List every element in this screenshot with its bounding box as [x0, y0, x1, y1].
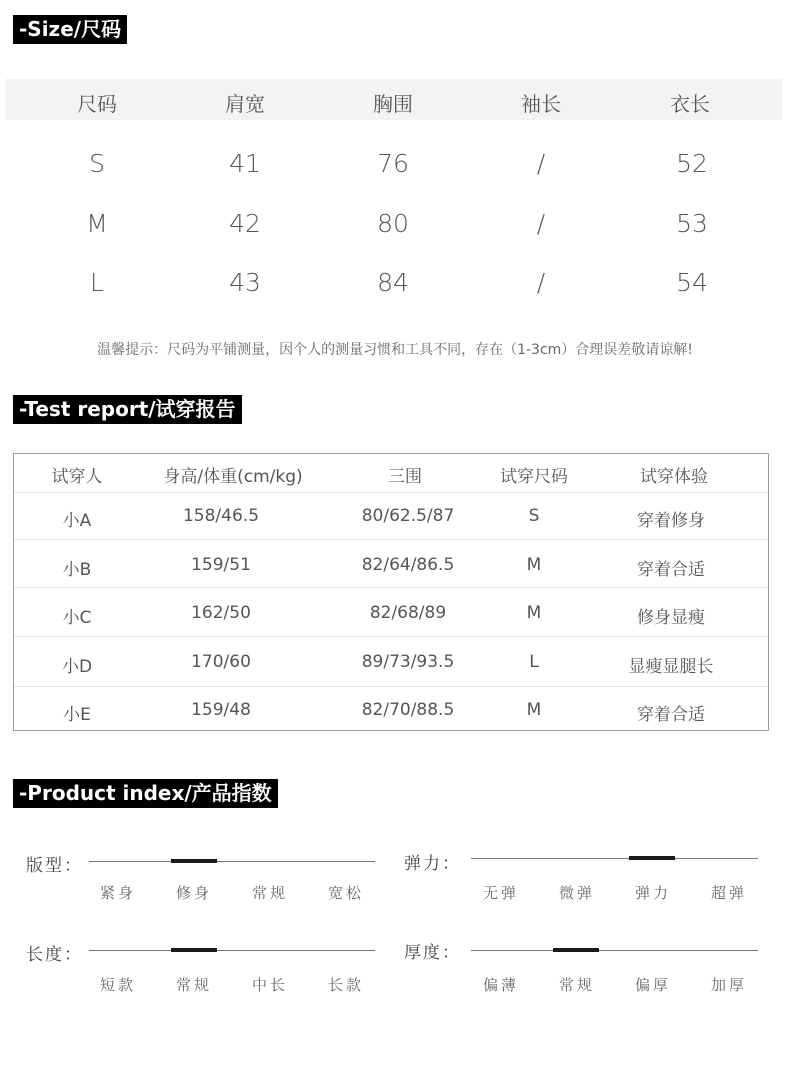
size-note: 温馨提示：尺码为平铺测量，因个人的测量习惯和工具不同，存在（1-3cm）合理误差敬请谅解!	[97, 342, 693, 358]
length-option: 短款	[99, 976, 137, 994]
thickness-index-label: 厚度：	[404, 943, 461, 963]
height-weight-cell: 170/60	[191, 652, 251, 672]
elasticity-option: 超弹	[710, 884, 748, 902]
length-index-marker	[171, 948, 217, 952]
height-weight-cell: 159/51	[191, 555, 251, 575]
tried-size-cell: L	[529, 652, 539, 672]
length-cell: 54	[676, 268, 708, 297]
size-cell: S	[89, 149, 105, 178]
height-weight-col-header: 身高/体重(cm/kg)	[163, 467, 303, 487]
row-divider	[14, 587, 768, 588]
tester-cell: 小D	[61, 657, 93, 677]
tried-size-cell: S	[528, 506, 540, 526]
sleeve-cell: /	[536, 268, 546, 297]
thickness-option: 偏厚	[634, 976, 672, 994]
experience-cell: 修身显瘦	[637, 608, 705, 628]
experience-cell: 穿着合适	[637, 705, 705, 725]
chest-cell: 84	[377, 268, 409, 297]
tried-size-col-header: 试穿尺码	[500, 467, 568, 487]
experience-cell: 穿着修身	[637, 511, 705, 531]
row-divider	[14, 636, 768, 637]
row-divider	[14, 686, 768, 687]
tester-col-header: 试穿人	[51, 467, 103, 487]
thickness-option: 常规	[558, 976, 596, 994]
index-section-title: -Product index/产品指数	[13, 779, 278, 808]
fit-index-label: 版型：	[26, 856, 83, 876]
elasticity-option: 无弹	[482, 884, 520, 902]
tried-size-cell: M	[526, 555, 542, 575]
elasticity-option: 微弹	[558, 884, 596, 902]
elasticity-option: 弹力	[634, 884, 672, 902]
shoulder-cell: 43	[229, 268, 261, 297]
height-weight-cell: 159/48	[191, 700, 251, 720]
experience-col-header: 试穿体验	[640, 467, 708, 487]
fit-option: 常规	[251, 884, 289, 902]
length-index-track	[89, 950, 375, 951]
chest-col-header: 胸围	[373, 92, 413, 116]
chest-cell: 80	[377, 209, 409, 238]
length-cell: 53	[676, 209, 708, 238]
fit-option: 宽松	[327, 884, 365, 902]
report-section-title: -Test report/试穿报告	[13, 395, 242, 424]
size-cell: M	[86, 209, 108, 238]
height-weight-cell: 158/46.5	[182, 506, 260, 526]
fit-option: 紧身	[99, 884, 137, 902]
tester-cell: 小B	[62, 560, 92, 580]
length-cell: 52	[676, 149, 708, 178]
chest-cell: 76	[377, 149, 409, 178]
length-option: 中长	[251, 976, 289, 994]
elasticity-index-label: 弹力：	[404, 854, 461, 874]
height-weight-cell: 162/50	[191, 603, 251, 623]
length-option: 长款	[327, 976, 365, 994]
thickness-option: 偏薄	[482, 976, 520, 994]
length-index-label: 长度：	[26, 945, 83, 965]
fit-index-marker	[171, 859, 217, 863]
tried-size-cell: M	[526, 700, 542, 720]
size-section-title: -Size/尺码	[13, 15, 127, 44]
report-table	[13, 453, 769, 731]
elasticity-index-track	[471, 858, 758, 859]
measurements-col-header: 三围	[388, 467, 422, 487]
measurements-cell: 82/68/89	[369, 603, 447, 623]
length-col-header: 衣长	[670, 92, 710, 116]
sleeve-cell: /	[536, 149, 546, 178]
size-col-header: 尺码	[77, 92, 117, 116]
tester-cell: 小C	[62, 608, 92, 628]
row-divider	[14, 539, 768, 540]
experience-cell: 穿着合适	[637, 560, 705, 580]
thickness-index-track	[471, 950, 758, 951]
shoulder-cell: 42	[229, 209, 261, 238]
fit-index-track	[89, 861, 375, 862]
thickness-option: 加厚	[710, 976, 748, 994]
shoulder-cell: 41	[229, 149, 261, 178]
size-cell: L	[90, 268, 104, 297]
shoulder-col-header: 肩宽	[225, 92, 265, 116]
sleeve-cell: /	[536, 209, 546, 238]
elasticity-index-marker	[629, 856, 675, 860]
tester-cell: 小E	[63, 705, 91, 725]
measurements-cell: 82/64/86.5	[361, 555, 455, 575]
thickness-index-marker	[553, 948, 599, 952]
measurements-cell: 89/73/93.5	[361, 652, 455, 672]
experience-cell: 显瘦显腿长	[628, 657, 714, 677]
measurements-cell: 82/70/88.5	[361, 700, 455, 720]
sleeve-col-header: 袖长	[521, 92, 561, 116]
fit-option: 修身	[175, 884, 213, 902]
tried-size-cell: M	[526, 603, 542, 623]
measurements-cell: 80/62.5/87	[361, 506, 455, 526]
length-option: 常规	[175, 976, 213, 994]
row-divider	[14, 492, 768, 493]
tester-cell: 小A	[62, 511, 92, 531]
